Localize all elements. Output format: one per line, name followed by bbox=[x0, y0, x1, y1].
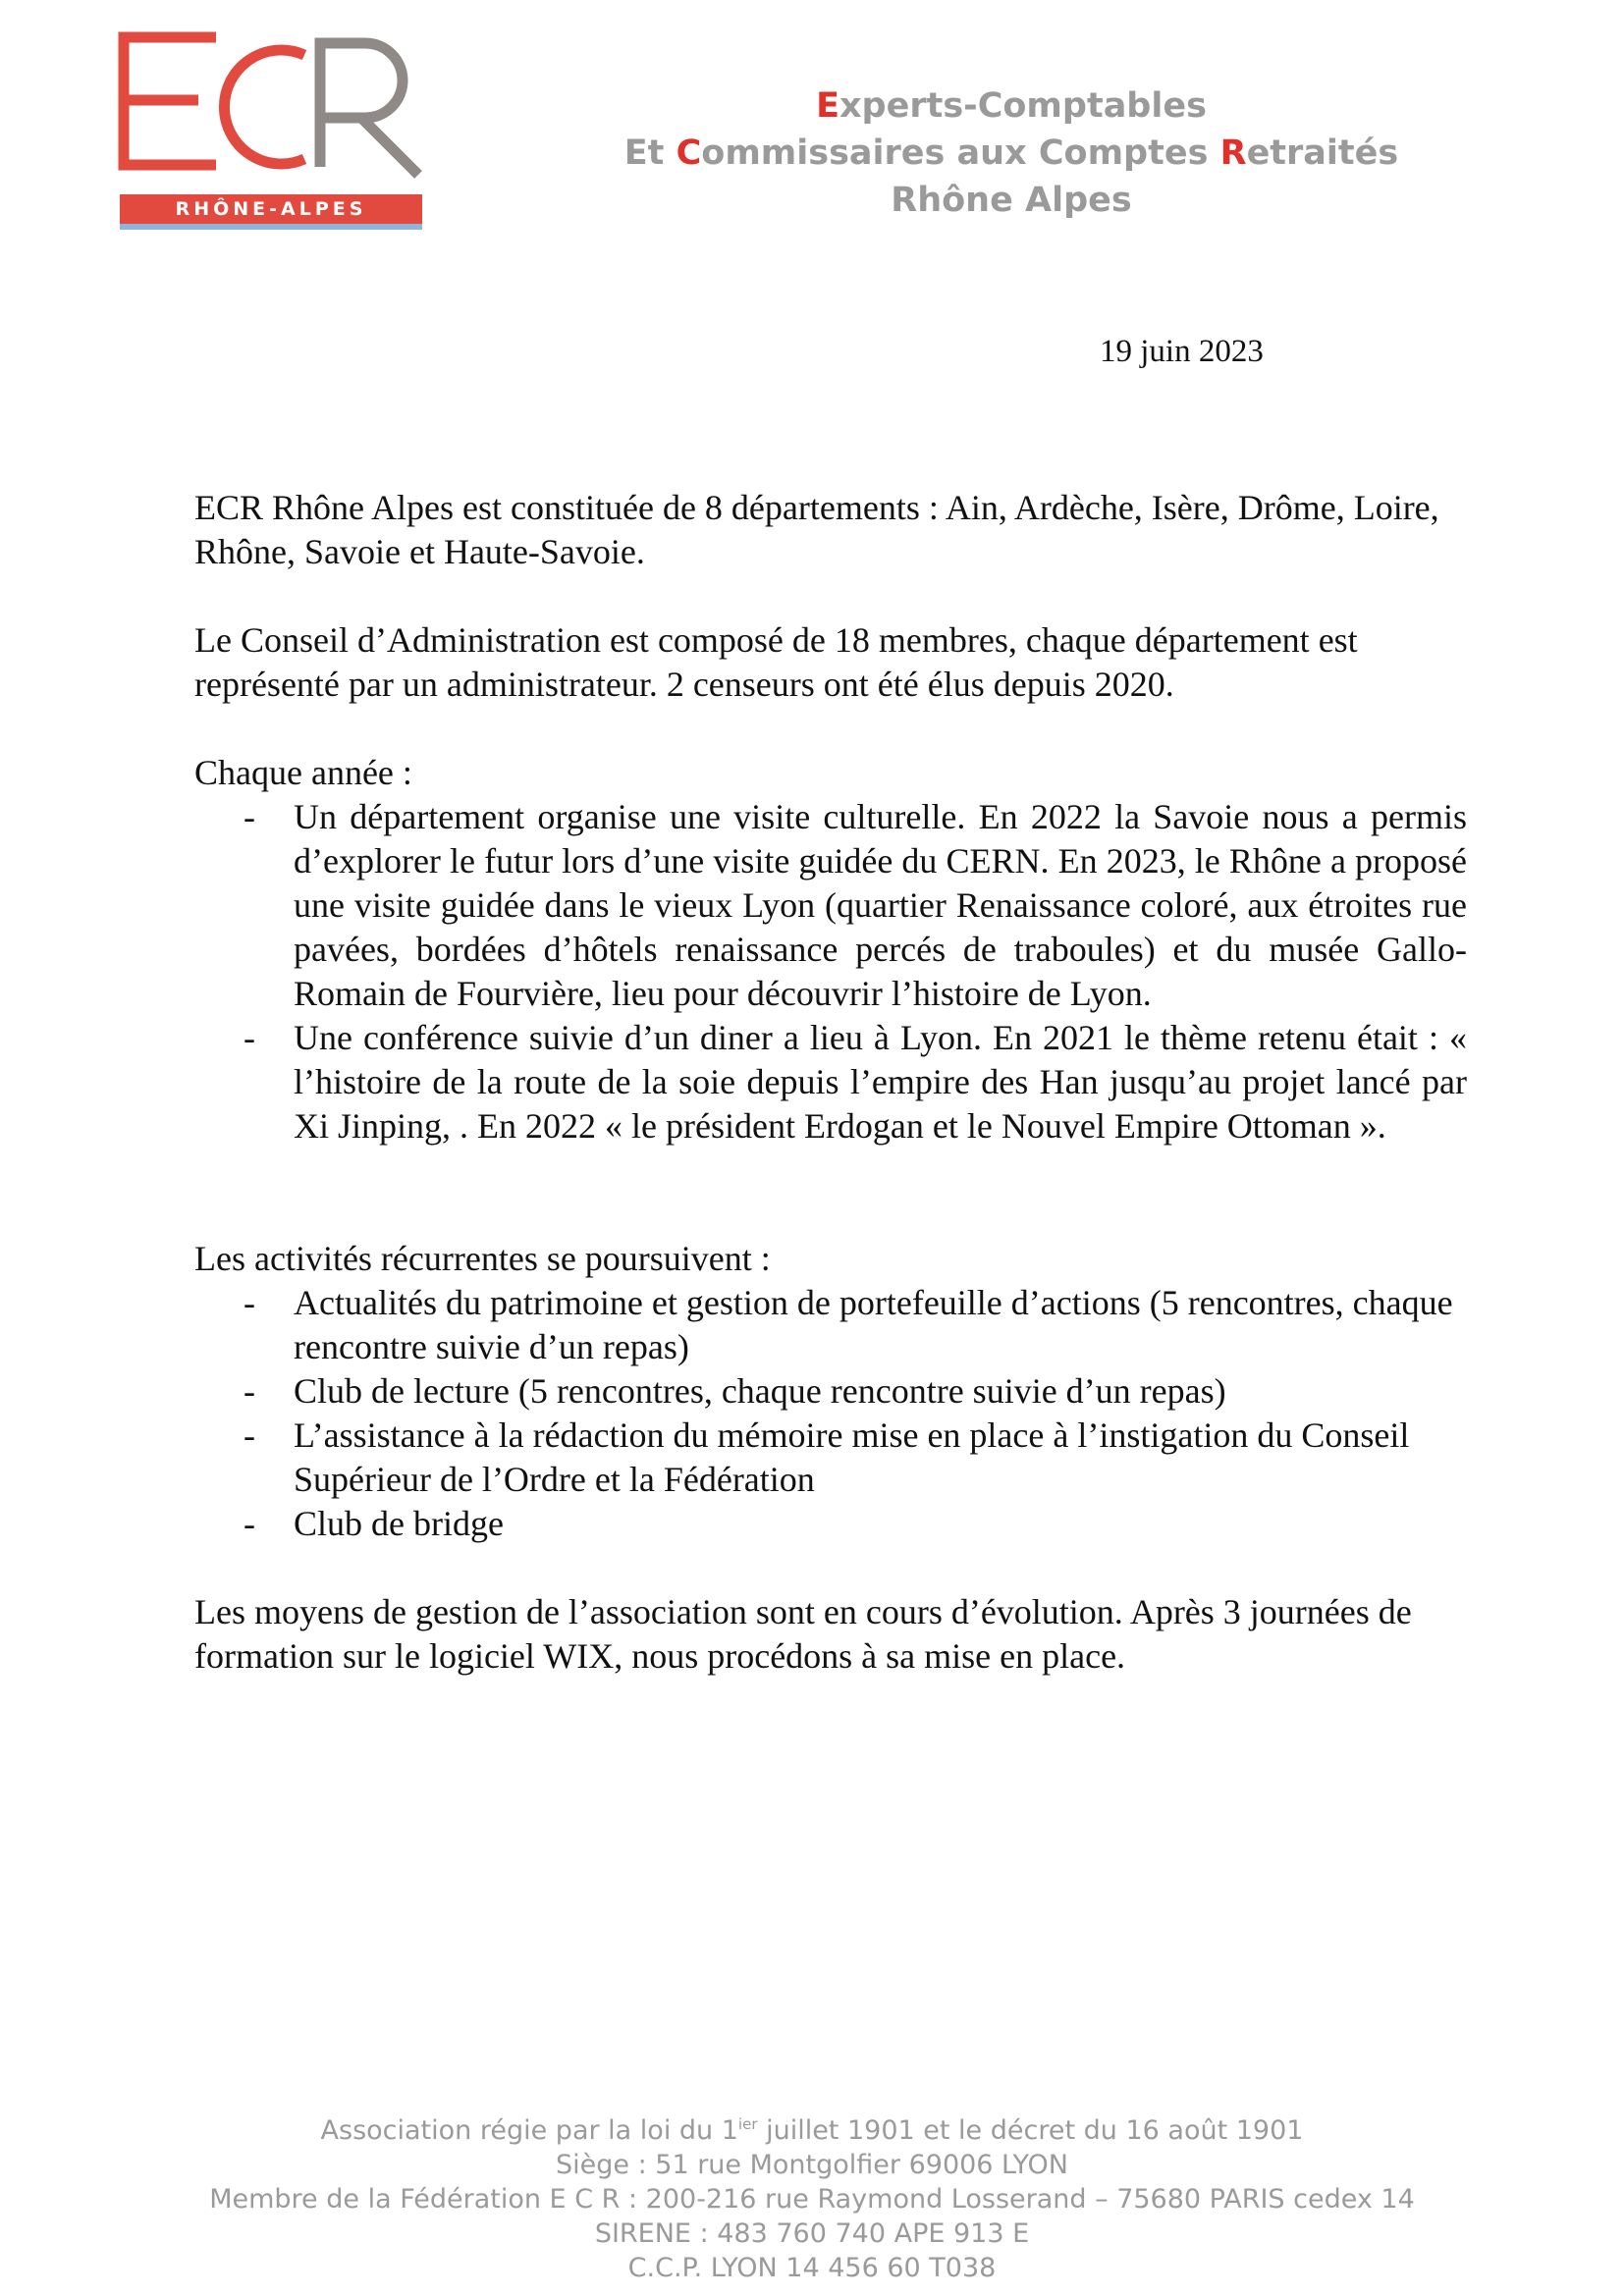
paragraph-council: Le Conseil d’Administration est composé de 18 membres, chaque département est représenté par un administrateur. 2 censeurs ont été élus depuis 2020. bbox=[194, 620, 1358, 704]
org-line-1: Experts-Comptables bbox=[816, 86, 1207, 126]
paragraph-departments: ECR Rhône Alpes est constituée de 8 départements : Ain, Ardèche, Isère, Drôme, Loire, Rhône, Savoie et Haute-Savoie. bbox=[194, 488, 1439, 571]
list-item: - Club de bridge bbox=[244, 1504, 504, 1543]
ecr-logo-letters bbox=[118, 29, 432, 196]
list-item: - Actualités du patrimoine et gestion de portefeuille d’actions (5 rencontres, chaque rencontre suivie d’un repas) bbox=[244, 1283, 1453, 1366]
list-item: - Une conférence suivie d’un diner a lieu à Lyon. En 2021 le thème retenu était : « l’histoire de la route de la soie depuis l’empire des Han jusqu’au projet lancé par Xi Jinping, . En 2022 « le président Erdogan et le Nouvel Empire Ottoman ». bbox=[244, 1018, 1467, 1146]
letter-date: 19 juin 2023 bbox=[1100, 334, 1264, 369]
footer-federation: Membre de la Fédération E C R : 200-216 rue Raymond Losserand – 75680 PARIS cedex 14 bbox=[209, 2184, 1415, 2215]
list-item: - Un département organise une visite culturelle. En 2022 la Savoie nous a permis d’explorer le futur lors d’une visite guidée du CERN. En 2023, le Rhône a proposé une visite guidée dans le vieux Lyon (quartier Renaissance coloré, aux étroites rue pavées, bordées d’hôtels renaissance percés de traboules) et du musée Gallo-Romain de Fourvière, lieu pour découvrir l’histoire de Lyon. bbox=[244, 797, 1467, 1013]
org-line-3: Rhône Alpes bbox=[891, 181, 1132, 220]
letter-footer bbox=[0, 2108, 1624, 2285]
recurring-intro: Les activités récurrentes se poursuivent : bbox=[194, 1239, 771, 1278]
letter-body bbox=[194, 486, 1467, 1679]
ecr-logo bbox=[118, 29, 432, 231]
recurring-list bbox=[194, 1281, 1467, 1546]
paragraph-management: Les moyens de gestion de l’association sont en cours d’évolution. Après 3 journées de formation sur le logiciel WIX, nous procédons à sa mise en place. bbox=[194, 1592, 1412, 1676]
org-header bbox=[550, 82, 1473, 224]
list-item: - Club de lecture (5 rencontres, chaque rencontre suivie d’un repas) bbox=[244, 1371, 1226, 1411]
footer-ccp: C.C.P. LYON 14 456 60 T038 bbox=[627, 2253, 997, 2283]
logo-band-line bbox=[120, 224, 422, 230]
footer-legal-line: Association régie par la loi du $1^{ier}$ juillet 1901 et le décret du 16 août 1901 bbox=[320, 2115, 1304, 2146]
footer-sirene: SIRENE : 483 760 740 APE 913 E bbox=[594, 2218, 1030, 2249]
logo-region-band: RHÔNE-ALPES bbox=[120, 194, 422, 224]
yearly-intro: Chaque année : bbox=[194, 753, 412, 792]
list-item: - L’assistance à la rédaction du mémoire mise en place à l’instigation du Conseil Supérieur de l’Ordre et la Fédération bbox=[244, 1415, 1410, 1499]
yearly-list bbox=[194, 795, 1467, 1148]
footer-address: Siège : 51 rue Montgolfier 69006 LYON bbox=[556, 2150, 1068, 2180]
org-line-2: Et Commissaires aux Comptes Retraités bbox=[623, 133, 1399, 173]
